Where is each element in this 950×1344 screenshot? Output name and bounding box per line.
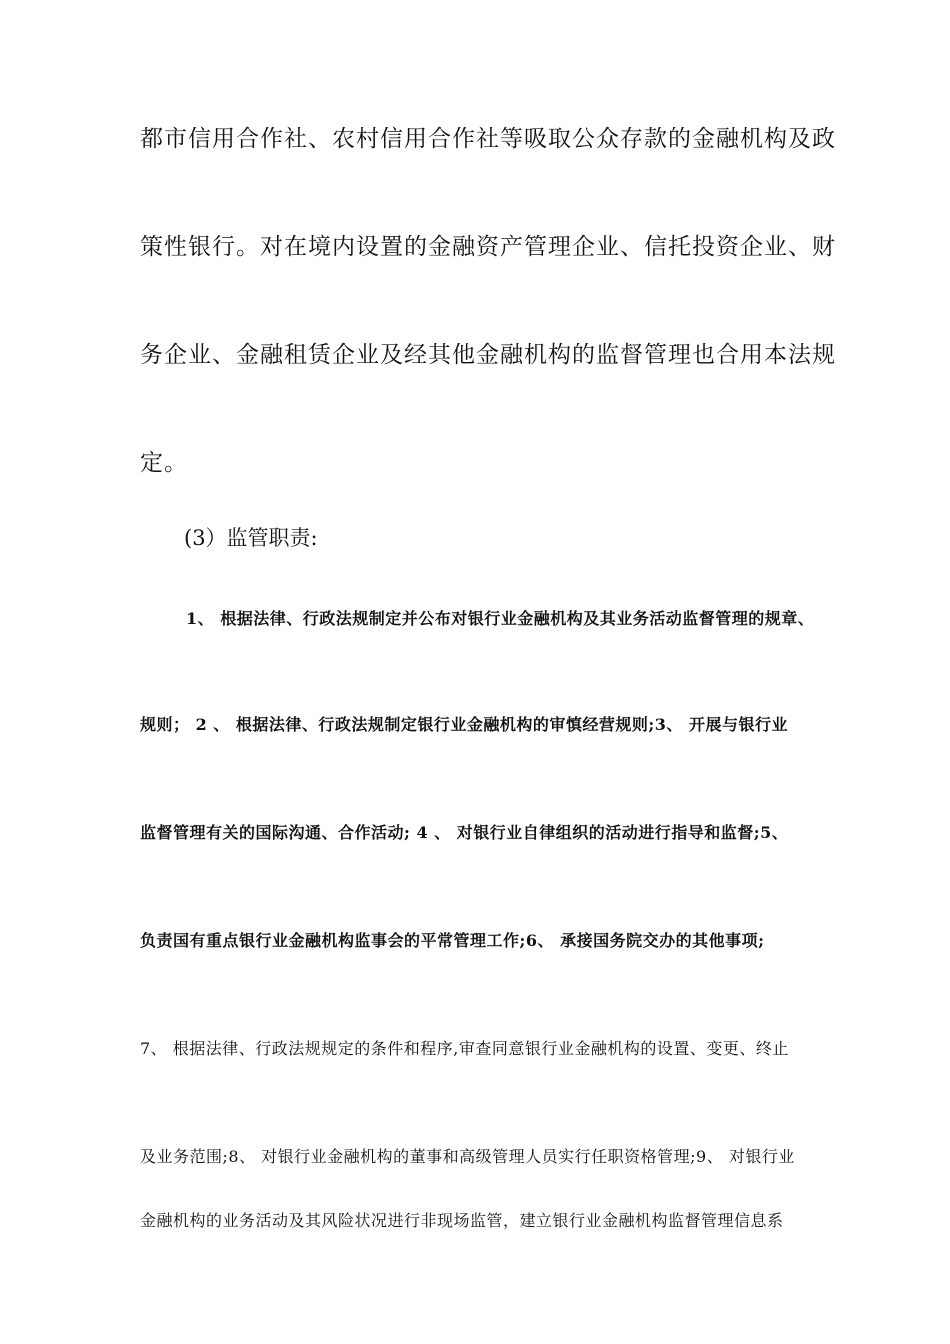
duty-line-3: 监督管理有关的国际沟通、合作活动; 4 、 对银行业自律组织的活动进行指导和监督;5、 <box>140 823 789 842</box>
paragraph-line-4: 定。 <box>140 450 188 476</box>
duty-line-7: 金融机构的业务活动及其风险状况进行非现场监管，建立银行业金融机构监督管理信息系 <box>140 1211 784 1230</box>
duty-line-2: 规则； 2 、 根据法律、行政法规制定银行业金融机构的审慎经营规则;3、 开展与银行业 <box>140 715 788 734</box>
duty-line-6: 及业务范围;8、 对银行业金融机构的董事和高级管理人员实行任职资格管理;9、 对银行业 <box>140 1147 795 1166</box>
duty-line-1: 1、 根据法律、行政法规制定并公布对银行业金融机构及其业务活动监督管理的规章、 <box>186 609 815 628</box>
paragraph-line-3: 务企业、金融租赁企业及经其他金融机构的监督管理也合用本法规 <box>140 342 836 368</box>
duty-line-4: 负责国有重点银行业金融机构监事会的平常管理工作;6、 承接国务院交办的其他事项; <box>140 931 765 950</box>
duty-line-5: 7、 根据法律、行政法规规定的条件和程序,审查同意银行业金融机构的设置、变更、终止 <box>140 1039 789 1058</box>
paragraph-line-2: 策性银行。对在境内设置的金融资产管理企业、信托投资企业、财 <box>140 234 836 260</box>
section-heading: (3）监管职责: <box>184 526 318 550</box>
paragraph-line-1: 都市信用合作社、农村信用合作社等吸取公众存款的金融机构及政 <box>140 126 836 152</box>
